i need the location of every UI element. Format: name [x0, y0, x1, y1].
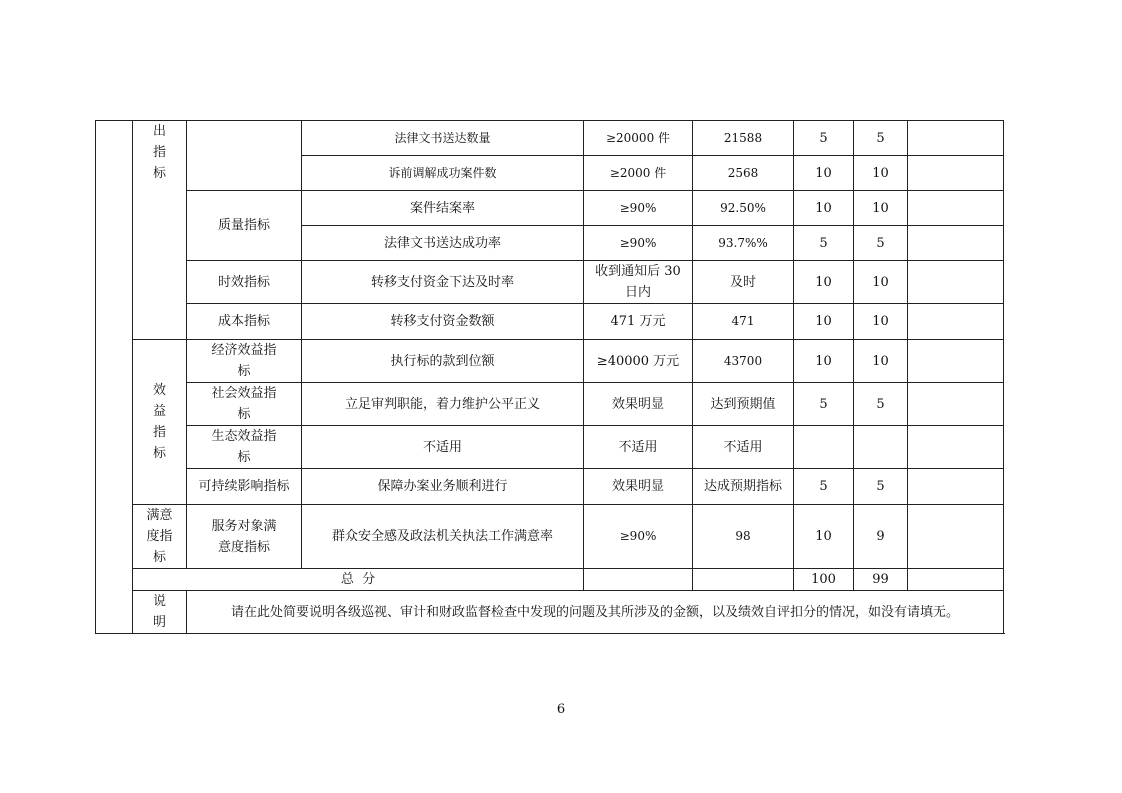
note-cell — [908, 121, 1004, 156]
score-cell: 10 — [854, 156, 908, 191]
total-note — [908, 569, 1004, 591]
table-row — [96, 383, 1004, 426]
sub-indicator-cell: 生态效益指标 — [187, 426, 302, 469]
benefit-char-1: 效 — [152, 383, 166, 398]
actual-cell: 达成预期指标 — [693, 469, 794, 505]
actual-cell: 21588 — [693, 121, 794, 156]
sub-indicator-cell: 质量指标 — [187, 191, 302, 261]
note-cell — [908, 261, 1004, 304]
weight-cell: 10 — [794, 505, 854, 569]
actual-cell: 43700 — [693, 340, 794, 383]
score-cell: 5 — [854, 469, 908, 505]
target-cell: ≥90% — [584, 226, 693, 261]
score-cell: 10 — [854, 261, 908, 304]
target-cell: ≥20000 件 — [584, 121, 693, 156]
actual-cell: 471 — [693, 304, 794, 340]
note-cell — [908, 226, 1004, 261]
total-blank-2 — [693, 569, 794, 591]
table-row — [96, 469, 1004, 505]
actual-cell: 达到预期值 — [693, 383, 794, 426]
score-cell: 5 — [854, 226, 908, 261]
explanation-label — [133, 591, 187, 634]
actual-cell: 93.7%% — [693, 226, 794, 261]
weight-cell: 5 — [794, 121, 854, 156]
actual-cell: 及时 — [693, 261, 794, 304]
weight-cell: 10 — [794, 340, 854, 383]
page-number: 6 — [556, 702, 566, 717]
target-cell: ≥40000 万元 — [584, 340, 693, 383]
note-cell — [908, 469, 1004, 505]
note-cell — [908, 340, 1004, 383]
score-cell: 9 — [854, 505, 908, 569]
target-cell: 效果明显 — [584, 383, 693, 426]
weight-cell: 5 — [794, 226, 854, 261]
total-weight: 100 — [794, 569, 854, 591]
table-row — [96, 340, 1004, 383]
output-char-1: 出 — [152, 124, 166, 139]
target-cell: 471 万元 — [584, 304, 693, 340]
note-cell — [908, 304, 1004, 340]
sub-indicator-cell: 成本指标 — [187, 304, 302, 340]
indicator-cell: 保障办案业务顺利进行 — [302, 469, 584, 505]
target-cell: 效果明显 — [584, 469, 693, 505]
satisfaction-line-3: 标 — [152, 550, 166, 565]
score-cell: 5 — [854, 121, 908, 156]
indicator-cell: 不适用 — [302, 426, 584, 469]
weight-cell: 5 — [794, 469, 854, 505]
benefit-char-2: 益 — [152, 404, 166, 419]
score-cell — [854, 426, 908, 469]
table-row — [96, 426, 1004, 469]
total-blank-1 — [584, 569, 693, 591]
weight-cell: 10 — [794, 304, 854, 340]
weight-cell: 10 — [794, 261, 854, 304]
indicator-cell: 法律文书送达成功率 — [302, 226, 584, 261]
target-cell: 收到通知后 30 日内 — [584, 261, 693, 304]
actual-cell: 不适用 — [693, 426, 794, 469]
indicator-cell: 案件结案率 — [302, 191, 584, 226]
note-cell — [908, 426, 1004, 469]
indicator-cell: 立足审判职能，着力维护公平正义 — [302, 383, 584, 426]
level1-satisfaction-label — [133, 505, 187, 569]
indicator-cell: 执行标的款到位额 — [302, 340, 584, 383]
weight-cell: 10 — [794, 191, 854, 226]
satisfaction-line-1: 满意 — [146, 508, 173, 523]
indicator-cell: 转移支付资金数额 — [302, 304, 584, 340]
output-char-2: 指 — [152, 145, 166, 160]
total-label: 总 分 — [133, 569, 584, 591]
sub-indicator-cell: 服务对象满意度指标 — [187, 505, 302, 569]
target-cell: ≥90% — [584, 191, 693, 226]
actual-cell: 2568 — [693, 156, 794, 191]
weight-cell: 5 — [794, 383, 854, 426]
target-cell: 不适用 — [584, 426, 693, 469]
table-row — [96, 121, 1004, 156]
indicator-cell: 法律文书送达数量 — [302, 121, 584, 156]
explanation-char-2: 明 — [152, 615, 166, 630]
target-cell: ≥90% — [584, 505, 693, 569]
sub-indicator-cell: 社会效益指标 — [187, 383, 302, 426]
score-cell: 10 — [854, 340, 908, 383]
total-score: 99 — [854, 569, 908, 591]
output-char-3: 标 — [152, 166, 166, 181]
sub-indicator-cell: 时效指标 — [187, 261, 302, 304]
benefit-char-4: 标 — [152, 446, 166, 461]
satisfaction-line-2: 度指 — [146, 529, 173, 544]
actual-cell: 92.50% — [693, 191, 794, 226]
indicator-cell: 群众安全感及政法机关执法工作满意率 — [302, 505, 584, 569]
level1-benefit-label — [133, 340, 187, 505]
note-cell — [908, 156, 1004, 191]
level1-output-continuation — [133, 191, 187, 340]
table-row — [96, 304, 1004, 340]
sub-indicator-cell: 经济效益指标 — [187, 340, 302, 383]
score-cell: 10 — [854, 304, 908, 340]
explanation-char-1: 说 — [152, 594, 166, 609]
score-cell: 10 — [854, 191, 908, 226]
weight-cell — [794, 426, 854, 469]
target-cell: ≥2000 件 — [584, 156, 693, 191]
table-row — [96, 191, 1004, 226]
level1-cell — [96, 121, 133, 634]
explanation-row — [96, 591, 1004, 634]
indicator-cell: 转移支付资金下达及时率 — [302, 261, 584, 304]
table-row — [96, 261, 1004, 304]
level1-output-label — [133, 121, 187, 191]
table-row — [96, 505, 1004, 569]
actual-cell: 98 — [693, 505, 794, 569]
note-cell — [908, 191, 1004, 226]
sub-indicator-cell — [187, 121, 302, 191]
note-cell — [908, 383, 1004, 426]
explanation-text: 请在此处简要说明各级巡视、审计和财政监督检查中发现的问题及其所涉及的金额，以及绩效自评扣分的情况，如没有请填无。 — [187, 591, 1004, 634]
note-cell — [908, 505, 1004, 569]
total-row — [96, 569, 1004, 591]
indicator-cell: 诉前调解成功案件数 — [302, 156, 584, 191]
weight-cell: 10 — [794, 156, 854, 191]
sub-indicator-cell: 可持续影响指标 — [187, 469, 302, 505]
score-cell: 5 — [854, 383, 908, 426]
performance-table — [95, 120, 1004, 634]
benefit-char-3: 指 — [152, 425, 166, 440]
